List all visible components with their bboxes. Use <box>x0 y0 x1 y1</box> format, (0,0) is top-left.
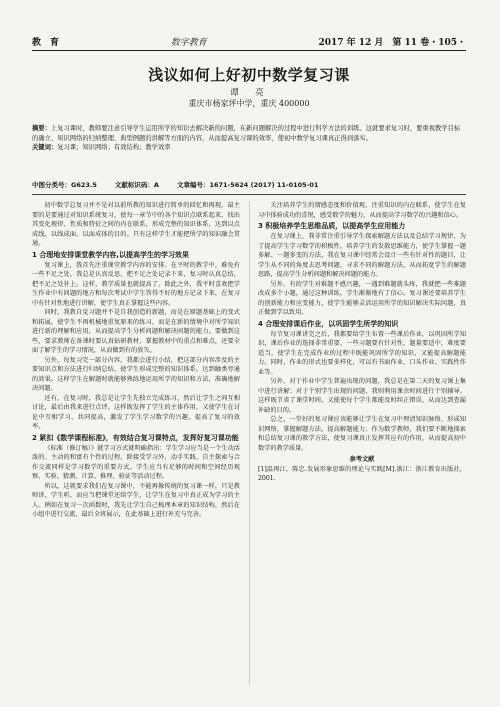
clc-number: 中图分类号：G623.5 <box>32 181 97 189</box>
body-paragraph: 另外，每复习完一部分内容，我都会进行小结，把这部分内容涉及的主要知识点和方法进行归纳总结，使学生形成完整的知识体系，达到触类旁通的效果。这样学生在解题时就能够熟练地运用所学的知识和方法，准确地解决问题。 <box>32 356 240 392</box>
meta-rule <box>32 194 466 195</box>
header-issue: 2017 年 12 月 第 11 卷・105・ <box>318 38 466 48</box>
abstract-text: 上复习课时，教师要注意引导学生运用所学的知识去解决新的问题，在新问题解决的过程中进行科学方法的训练。这就要求复习时，要重视教学目标的确立、知识网络的归纳整理、典型例题的讲解等方面的内容，从而提高复习课的效率，使初中数学复习课真正得到落实。 <box>32 125 461 142</box>
reference-item: [1]温再江，陈忠.发展形象思维的理论与实践[M].浙江：浙江教育出版社，2001. <box>258 465 466 482</box>
section-heading: 2 紧扣《数学课程标准》，有效结合复习课特点，发挥好复习课功能 <box>32 433 239 442</box>
body-paragraph: 初中数学总复习并不是对以前所教的知识进行简单的回忆和再现，最主要的是要通过对知识系统复习，使每一章节中的各个知识点联系起来，找出其变化规律、性质和特征之间的内在联系，形成完整的知识体系，达到以点成线、以线成面、以面成体的目的。只有这样学生才能把所学的知识融会贯通。 <box>32 202 240 247</box>
article-number: 文章编号：1671-5624 (2017) 11-0105-01 <box>176 181 319 189</box>
abstract-paragraph <box>32 124 466 143</box>
body-paragraph: 所以，这就要求我们在复习课中，不能再像传统的复习课一样，只是教师讲、学生听，而应当把课堂还给学生，让学生在复习中真正成为学习的主人。例如在复习一次函数时，我先让学生自己梳理本章的知识结构，然后在小组中进行交流，最后全班展示，在此基础上进行补充与完善。 <box>32 482 240 518</box>
article-meta <box>32 180 466 189</box>
body-paragraph: 在复习课上，我非常注重引导学生探索解题方法以及总结学习规律，为了提高学生学习数学的积极性，培养学生的发散思维能力，使学生掌握一题多解、一题多变的方法，我在复习课中经常会设计一些有针对性的题目，让学生从不同的角度去思考问题，寻求不同的解题方法，从而拓宽学生的解题思路，提高学生分析问题和解决问题的能力。 <box>258 233 466 278</box>
body-paragraph: 关注培养学生的情感态度和价值观，注重知识的内在联系，使学生在复习中体验成功的喜悦，感受数学的魅力，从而提高学习数学的兴趣和信心。 <box>258 202 466 219</box>
section-heading: 3 积极培养学生思维品质，以提高学生应用能力 <box>258 222 406 230</box>
abstract-block <box>32 124 466 153</box>
body-paragraph: 《标准（修订稿）》就学习方式就明确指出：学生学习应当是一个生动活泼的、主动的和富有个性的过程。除接受学习外，动手实践、自主探索与合作交流同样是学习数学的重要方式。学生应当有足够的时间和空间经历观察、实验、猜测、计算、推理、验证等活动过程。 <box>32 444 240 480</box>
keywords-text: 复习课；知识网络；有效结构；教学效率 <box>57 144 171 152</box>
section-heading: 1 合理地安排课堂教学内容,以提高学生的学习效果 <box>32 250 189 259</box>
header-rule <box>32 50 466 51</box>
keywords-paragraph <box>32 143 466 153</box>
article-title: 浅议如何上好初中数学复习课 <box>148 66 350 84</box>
running-header <box>32 34 466 48</box>
left-column <box>32 201 240 685</box>
article-affiliation: 重庆市杨家坪中学，重庆 400000 <box>188 99 310 108</box>
body-paragraph: 还有，在复习时，我总是让学生先独立完成练习，然后让学生之间互相讨论，最后由我来进行点评。这样既发挥了学生的主体作用，又使学生在讨论中互相学习、共同提高，激发了学生学习数学的兴趣，提高了复习的效率。 <box>32 394 240 430</box>
body-paragraph: 复习课上，我首先注重课堂教学内容的安排。在平时的教学中，难免有一些不足之处，我总是认真反思，把不足之处记录下来，复习时认真总结，把不足之处补上。这样，教学质量也就提高了。除此之外，我平时喜欢把学生作业中有问题的地方和每次考试中学生答得不好的地方记录下来，在复习中有针对性地进行讲解，使学生真正掌握这些内容。 <box>32 261 240 307</box>
column-divider <box>249 201 250 685</box>
abstract-label: 摘要： <box>32 125 51 132</box>
right-column <box>258 201 466 685</box>
header-section: 教 育 <box>32 38 60 48</box>
header-journal: 数字教育 <box>170 38 207 48</box>
body-paragraph: 总之，一堂好的复习课应该能够让学生在复习中理清知识脉络，形成知识网络，掌握解题方法，提高解题能力。作为数学教师，我们要不断地探索和总结复习课的教学方法，使复习课真正发挥其应有的作用，从而提高初中数学的教学质量。 <box>258 416 466 452</box>
article-author: 谭 亮 <box>230 88 268 98</box>
body-paragraph: 同时，我教自觉习题并不是自我创造的新题，而是在原题基础上的变式和拓展，使学生不再机械地重复原来的练习，而是在新的情境中对所学知识进行新的理解和应用，从而提高学生分析问题和解决问题的能力。要做到这些，要求教师在备课时要认真钻研教材，掌握教材中的重点和难点，还要全面了解学生的学习情况，从而做到有的放矢。 <box>32 309 240 354</box>
body-paragraph: 另外，有的学生对难题不感兴趣，一遇到难题就头疼，我就把一些难题改成多个小题，通过这种训练，学生渐渐地有了信心。复习课还要培养学生的创新能力和应变能力，使学生能够灵活运用所学的知识解决实际问题，真正做到学以致用。 <box>258 280 466 316</box>
body-paragraph: 另外，对于作业中学生普遍出现的问题，我总是在第二天的复习课上集中进行讲解；对于个别学生出现的问题，我则利用课余时间进行个别辅导。这样既节省了课堂时间，又能使每个学生都能及时纠正错误，从而达到查漏补缺的目的。 <box>258 378 466 414</box>
references-title: 参考文献 <box>349 456 375 463</box>
body-paragraph: 每节复习课讲完之后，我都要给学生布置一些课后作业，以巩固所学知识，课后作业的选择非常重要，一些习题要有针对性，题量要适中，难度要适当，使学生在完成作业的过程中既能巩固所学的知识，又能提高解题能力。同时，作业的形式也要多样化，可以有书面作业、口头作业、实践性作业等。 <box>258 330 466 376</box>
section-heading: 4 合理安排课后作业，以巩固学生所学的知识 <box>258 319 399 328</box>
keywords-label: 关键词： <box>32 144 58 152</box>
document-code: 文献标识码：A <box>114 181 159 189</box>
